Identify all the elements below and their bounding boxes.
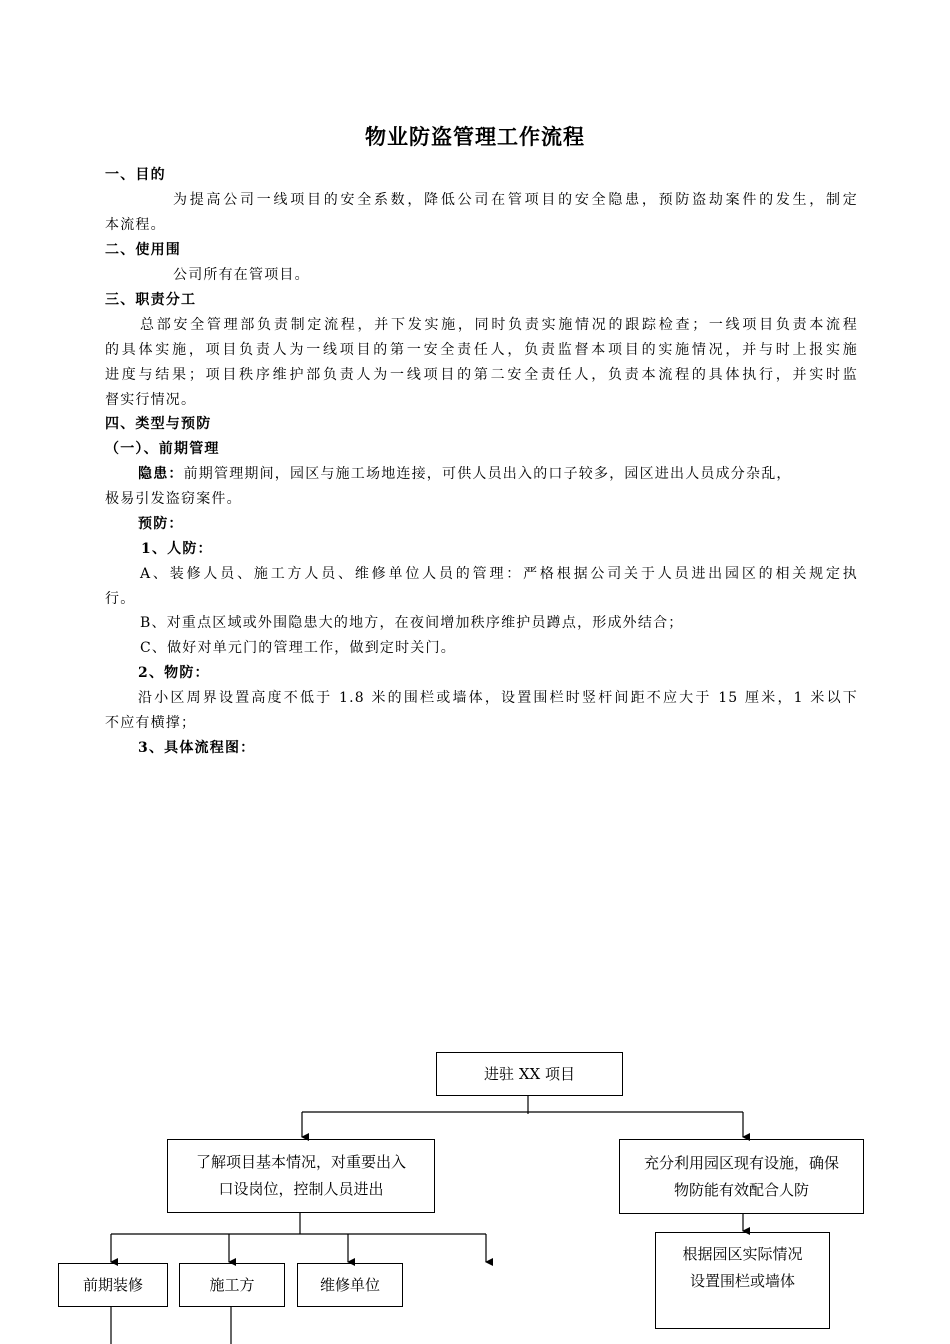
section-2-heading: 二、使用围 bbox=[105, 242, 181, 258]
section-1-text-line-2: 本流程。 bbox=[105, 217, 166, 233]
flow-left-line-1: 了解项目基本情况，对重要出入 bbox=[195, 1153, 406, 1171]
flowchart-heading: 3、具体流程图： bbox=[138, 740, 256, 756]
section-3-line-1: 总部安全管理部负责制定流程，并下发实施，同时负责实施情况的跟踪检查；一线项目负责本流程 bbox=[140, 317, 858, 333]
physical-defense-line-1: 沿小区周界设置高度不低于 1.8 米的围栏或墙体，设置围栏时竖杆间距不应大于 15 厘米，1 米以下 bbox=[138, 690, 858, 706]
section-2-text: 公司所有在管项目。 bbox=[173, 267, 310, 283]
physical-defense-line-2: 不应有横撑； bbox=[105, 715, 197, 731]
item-c: C、做好对单元门的管理工作，做到定时关门。 bbox=[140, 640, 456, 656]
physical-defense-heading: 2、物防： bbox=[138, 665, 210, 681]
flow-leaf-2-box bbox=[179, 1263, 285, 1307]
section-3-heading: 三、职责分工 bbox=[105, 292, 197, 308]
section-4-heading: 四、类型与预防 bbox=[105, 416, 212, 432]
flow-left-box bbox=[167, 1139, 435, 1213]
flow-leaf-1-box bbox=[58, 1263, 168, 1307]
flow-right-line-2: 物防能有效配合人防 bbox=[673, 1180, 809, 1199]
subsection-1-heading: （一）、前期管理 bbox=[105, 441, 220, 457]
flow-leaf-3-label: 维修单位 bbox=[319, 1275, 380, 1294]
flow-leaf-2-label: 施工方 bbox=[209, 1275, 255, 1294]
flow-start-label: 进驻 XX 项目 bbox=[484, 1064, 575, 1083]
item-b: B、对重点区域或外围隐患大的地方，在夜间增加秩序维护员蹲点，形成外结合； bbox=[140, 615, 684, 631]
document-title: 物业防盗管理工作流程 bbox=[365, 124, 585, 149]
flow-right-sub-box bbox=[655, 1232, 830, 1329]
flow-start-box bbox=[436, 1052, 623, 1096]
flow-right-line-1: 充分利用园区现有设施，确保 bbox=[643, 1153, 839, 1172]
item-a-line-2: 行。 bbox=[105, 591, 136, 607]
flow-leaf-3-box bbox=[297, 1263, 403, 1307]
hazard-label: 隐患： bbox=[138, 466, 184, 482]
flow-left-line-2: 口设岗位，控制人员进出 bbox=[218, 1180, 384, 1198]
human-defense-heading: 1、人防： bbox=[141, 541, 213, 557]
flow-right-sub-line-2: 设置围栏或墙体 bbox=[689, 1272, 795, 1290]
flow-leaf-1-label: 前期装修 bbox=[82, 1275, 143, 1294]
hazard-line-2: 极易引发盗窃案件。 bbox=[105, 491, 242, 507]
hazard-text: 前期管理期间，园区与施工场地连接，可供人员出入的口子较多，园区进出人员成分杂乱， bbox=[183, 466, 792, 482]
section-3-line-4: 督实行情况。 bbox=[105, 392, 197, 408]
section-3-line-2: 的具体实施，项目负责人为一线项目的第一安全责任人，负责监督本项目的实施情况，并与时上报实施 bbox=[105, 342, 858, 358]
section-1-heading: 一、目的 bbox=[105, 167, 166, 183]
item-a-line-1: A、装修人员、施工方人员、维修单位人员的管理：严格根据公司关于人员进出园区的相关规定执 bbox=[140, 566, 858, 582]
flow-right-sub-line-1: 根据园区实际情况 bbox=[682, 1245, 803, 1263]
flow-right-box bbox=[619, 1139, 864, 1214]
section-3-line-3: 进度与结果；项目秩序维护部负责人为一线项目的第二安全责任人，负责本流程的具体执行，并实时监 bbox=[105, 367, 858, 383]
section-1-text-line-1: 为提高公司一线项目的安全系数，降低公司在管项目的安全隐患，预防盗劫案件的发生，制定 bbox=[173, 192, 858, 208]
prevention-label: 预防： bbox=[138, 516, 184, 532]
